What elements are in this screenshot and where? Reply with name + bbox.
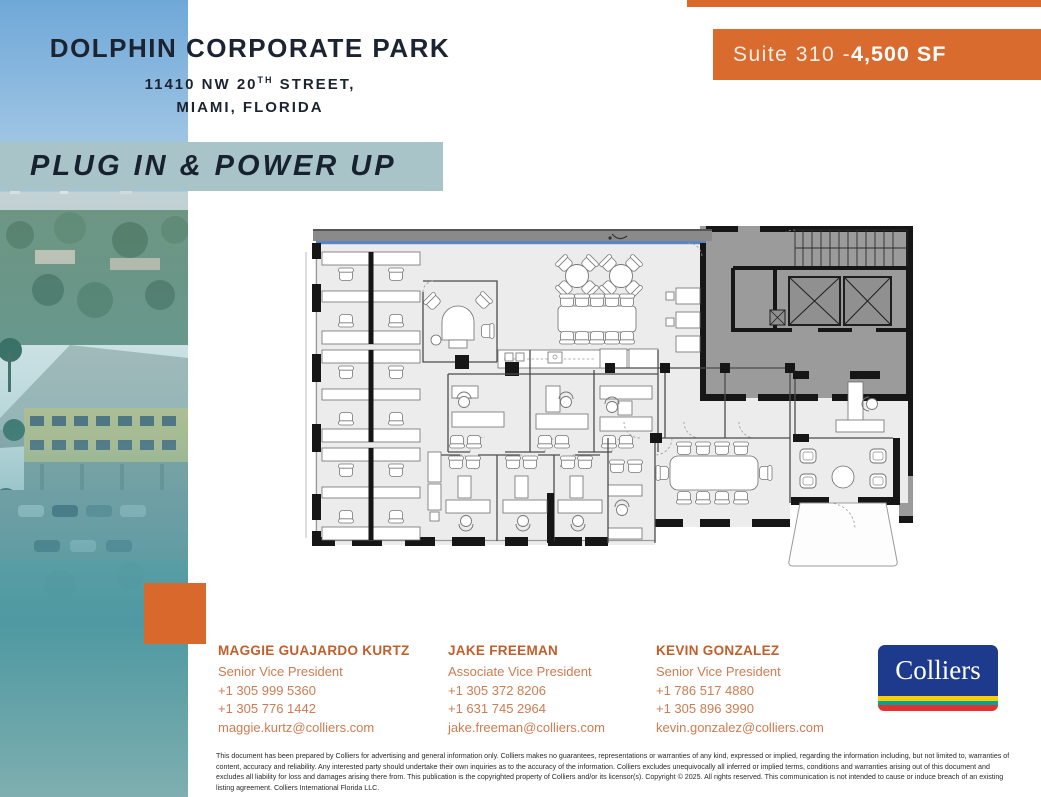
contact-card [218,641,443,737]
contact-phone: +1 631 745 2964 [448,701,546,717]
contact-card [656,641,871,737]
building-photo [0,0,188,797]
contact-title: Senior Vice President [656,664,781,680]
window-line [316,241,706,244]
colliers-logo [878,645,998,711]
header-block [0,33,500,120]
contact-phone: +1 305 776 1442 [218,701,316,717]
elevator-shafts [770,277,891,325]
contact-name: MAGGIE GUAJARDO KURTZ [218,643,410,658]
suite-size-badge [713,29,1041,80]
contact-title: Senior Vice President [218,664,343,680]
contact-name: KEVIN GONZALEZ [656,643,780,658]
contact-phone: +1 305 896 3990 [656,701,754,717]
tagline-text: PLUG IN & POWER UP [30,150,397,182]
floor-plan [297,222,919,574]
logo-stripe-red [878,705,998,711]
contact-title: Associate Vice President [448,664,592,680]
address-ordinal: TH [257,75,274,85]
contact-phone: +1 305 372 8206 [448,682,546,698]
contact-email[interactable]: kevin.gonzalez@colliers.com [656,719,824,735]
orange-square-accent [144,583,206,644]
legal-disclaimer: This document has been prepared by Colliers for advertising and general information only. Colliers makes no guarantees, representations or warranties of any kind, expressed or implied, regarding the information including, but not limited to, warranties of content, accuracy and reliability. Any interested party should undertake their own inquiries as to the accuracy of the information. Colliers excludes unequivocally all inferred or implied terms, conditions and warranties arising out of this document and excludes all liability for loss and damages arising there from. This publication is the copyrighted property of Colliers and/or its licensor(s). Copyright © 2025. All rights reserved. This communication is not intended to cause or induce breach of an existing listing agreement. Colliers International Florida LLC. [216,752,1010,792]
suite-label: Suite 310 - [733,42,852,66]
address-line2: MIAMI, FLORIDA [176,99,324,117]
address-line1: 11410 NW 20 [144,76,258,93]
contact-email[interactable]: jake.freeman@colliers.com [448,719,605,735]
contact-email[interactable]: maggie.kurtz@colliers.com [218,719,375,735]
workstations [322,252,420,540]
contact-phone: +1 786 517 4880 [656,682,754,698]
tagline-banner [0,142,443,191]
entry-balcony [789,503,897,566]
contact-card [448,641,653,737]
top-accent-strip [687,0,1041,7]
page-title: DOLPHIN CORPORATE PARK [49,33,451,63]
colliers-wordmark: Colliers [895,655,981,685]
address: 11410 NW 20TH STREET, MIAMI, FLORIDA [144,75,356,117]
suite-size: 4,500 SF [851,42,947,66]
contact-phone: +1 305 999 5360 [218,682,316,698]
contact-name: JAKE FREEMAN [448,643,559,658]
